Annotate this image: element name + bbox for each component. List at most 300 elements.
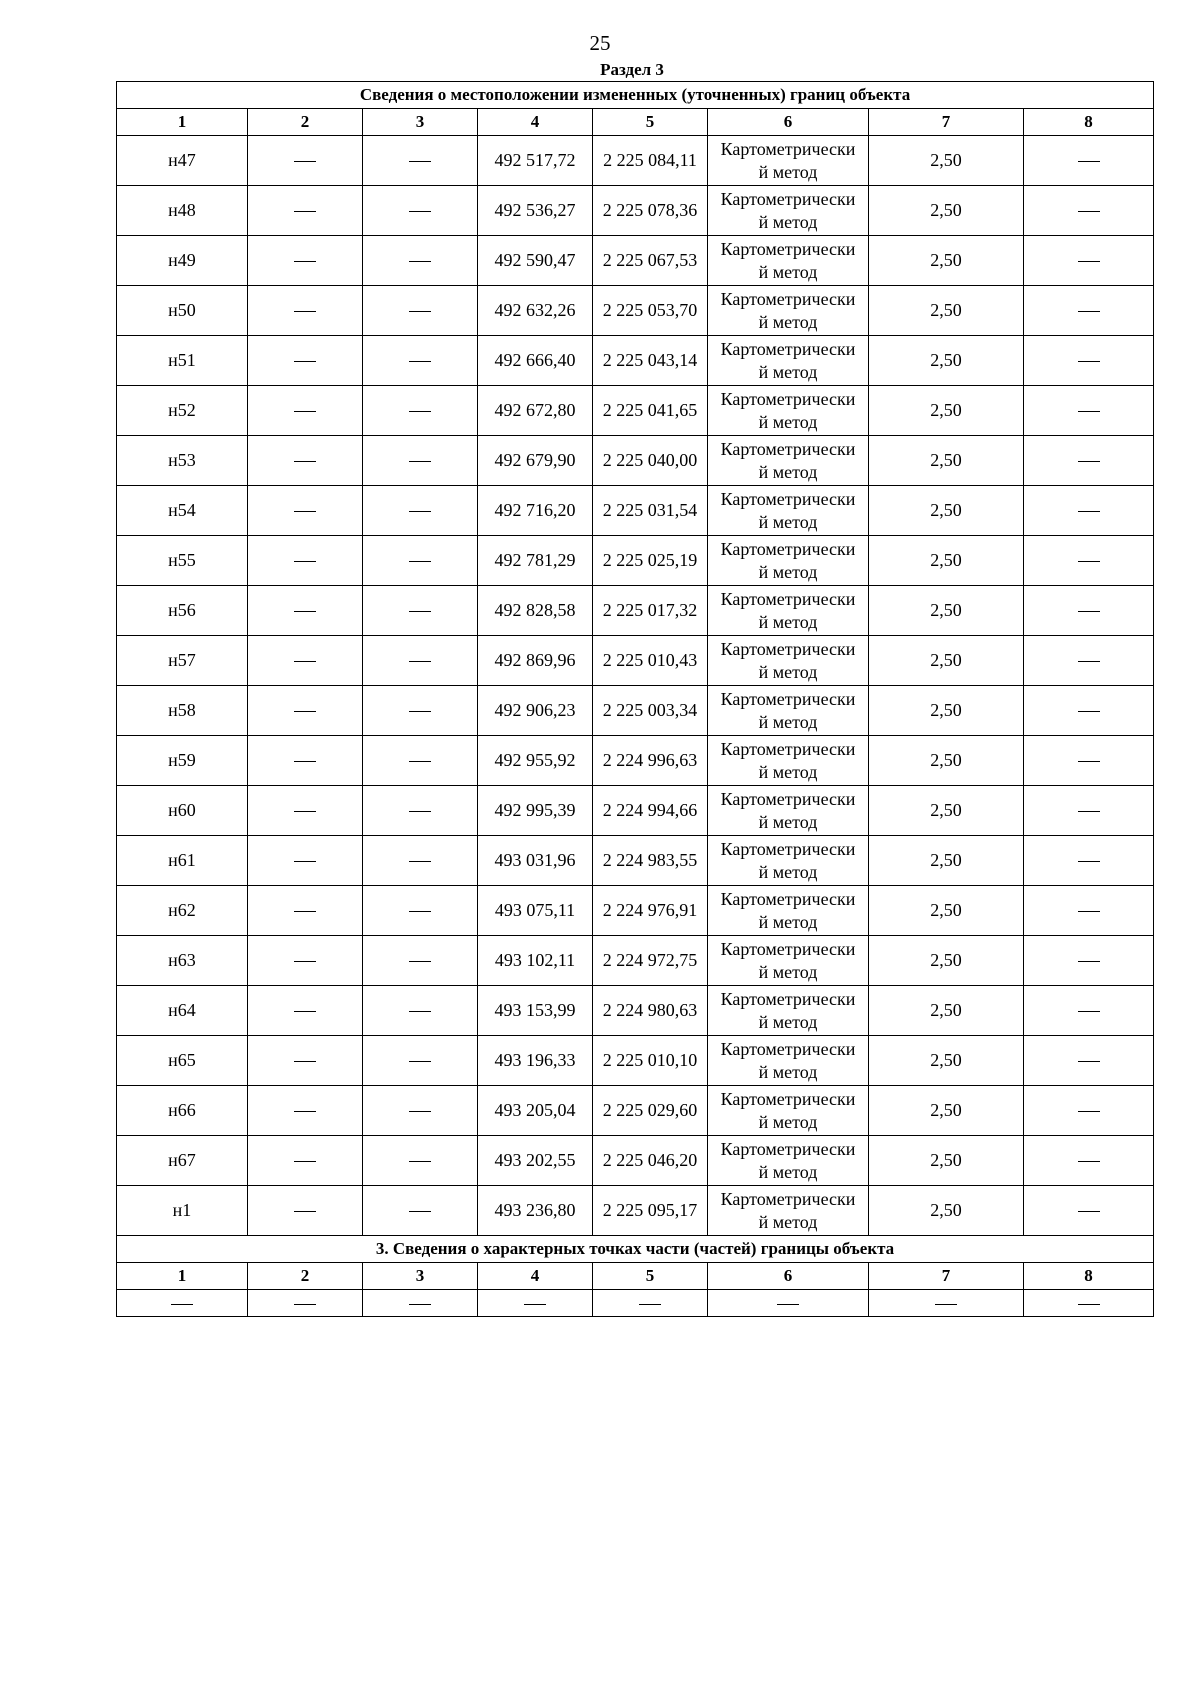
point-name-cell: н48 [117,186,248,236]
method-line: й метод [758,1061,818,1082]
coordinate-y-cell: 2 225 010,10 [593,1036,708,1086]
column-number: 3 [363,109,478,136]
method-line: й метод [758,561,818,582]
point-name-cell: н63 [117,936,248,986]
dash-mark [409,1161,431,1162]
coordinate-x-cell: 492 781,29 [478,536,593,586]
empty-value-cell [248,236,363,286]
coordinate-x-cell: 492 632,26 [478,286,593,336]
dash-mark [294,711,316,712]
accuracy-cell: 2,50 [869,386,1024,436]
method-line: Картометрически [720,688,856,709]
coordinate-x-cell: 492 666,40 [478,336,593,386]
dash-mark [777,1304,799,1305]
accuracy-cell: 2,50 [869,536,1024,586]
coordinate-x-cell: 492 672,80 [478,386,593,436]
empty-value-cell [248,736,363,786]
accuracy-cell: 2,50 [869,936,1024,986]
empty-value-cell [363,1086,478,1136]
method-cell [708,986,869,1036]
table-row [117,336,1154,386]
column-number: 5 [593,1263,708,1290]
dash-mark [409,411,431,412]
empty-value-cell [363,336,478,386]
method-cell [708,436,869,486]
empty-value-cell [1024,1290,1154,1317]
method-cell [708,186,869,236]
parts-caption: 3. Сведения о характерных точках части (частей) границы объекта [117,1236,1154,1263]
table-row [117,986,1154,1036]
point-name-cell: н47 [117,136,248,186]
dash-mark [1078,261,1100,262]
boundary-points-table [116,81,1154,1317]
method-line: Картометрически [720,838,856,859]
dash-mark [1078,561,1100,562]
point-name-cell: н51 [117,336,248,386]
method-line: й метод [758,1111,818,1132]
dash-mark [1078,411,1100,412]
accuracy-cell: 2,50 [869,736,1024,786]
empty-value-cell [363,986,478,1036]
dash-mark [294,911,316,912]
dash-mark [1078,1211,1100,1212]
table-row [117,586,1154,636]
coordinate-y-cell: 2 224 976,91 [593,886,708,936]
method-cell [708,336,869,386]
empty-value-cell [248,336,363,386]
accuracy-cell: 2,50 [869,336,1024,386]
coordinate-x-cell: 493 205,04 [478,1086,593,1136]
method-line: Картометрически [720,1088,856,1109]
table-row [117,536,1154,586]
dash-mark [1078,961,1100,962]
method-line: Картометрически [720,438,856,459]
empty-value-cell [363,886,478,936]
method-cell [708,1086,869,1136]
empty-value-cell [248,836,363,886]
dash-mark [935,1304,957,1305]
coordinate-y-cell: 2 225 040,00 [593,436,708,486]
method-line: Картометрически [720,288,856,309]
dash-mark [409,861,431,862]
column-number: 8 [1024,109,1154,136]
coordinate-x-cell: 492 716,20 [478,486,593,536]
dash-mark [294,761,316,762]
method-line: Картометрически [720,188,856,209]
method-line: Картометрически [720,338,856,359]
point-name-cell: н61 [117,836,248,886]
column-number: 4 [478,109,593,136]
dash-mark [294,261,316,262]
dash-mark [294,461,316,462]
dash-mark [409,961,431,962]
method-line: й метод [758,661,818,682]
empty-value-cell [248,636,363,686]
empty-value-cell [1024,1086,1154,1136]
accuracy-cell: 2,50 [869,186,1024,236]
empty-value-cell [1024,236,1154,286]
column-number: 2 [248,109,363,136]
dash-mark [409,811,431,812]
section-title: Раздел 3 [600,60,664,79]
method-line: й метод [758,711,818,732]
dash-mark [409,911,431,912]
empty-value-cell [363,736,478,786]
method-cell [708,786,869,836]
accuracy-cell: 2,50 [869,1186,1024,1236]
method-cell [708,486,869,536]
method-line: Картометрически [720,588,856,609]
table-row [117,636,1154,686]
empty-value-cell [248,136,363,186]
empty-value-cell [1024,136,1154,186]
dash-mark [294,211,316,212]
method-line: й метод [758,861,818,882]
dash-mark [639,1304,661,1305]
column-number: 8 [1024,1263,1154,1290]
empty-value-cell [248,1186,363,1236]
point-name-cell: н56 [117,586,248,636]
dash-mark [409,711,431,712]
column-number: 1 [117,109,248,136]
table-caption: Сведения о местоположении измененных (уточненных) границ объекта [117,82,1154,109]
point-name-cell: н54 [117,486,248,536]
dash-mark [1078,211,1100,212]
empty-value-cell [1024,386,1154,436]
coordinate-x-cell: 492 517,72 [478,136,593,186]
dash-mark [409,1304,431,1305]
coordinate-x-cell: 493 153,99 [478,986,593,1036]
empty-value-cell [363,1036,478,1086]
point-name-cell: н49 [117,236,248,286]
empty-value-cell [248,986,363,1036]
table-row [117,1186,1154,1236]
dash-mark [409,1011,431,1012]
accuracy-cell: 2,50 [869,586,1024,636]
dash-mark [409,261,431,262]
table-row [117,1086,1154,1136]
coordinate-x-cell: 492 906,23 [478,686,593,736]
table-row [117,686,1154,736]
dash-mark [294,511,316,512]
coordinate-x-cell: 492 679,90 [478,436,593,486]
table-row [117,1136,1154,1186]
point-name-cell: н67 [117,1136,248,1186]
coordinate-y-cell: 2 225 029,60 [593,1086,708,1136]
parts-column-numbers-row [117,1263,1154,1290]
dash-mark [294,661,316,662]
table-row [117,186,1154,236]
column-number: 5 [593,109,708,136]
empty-value-cell [1024,486,1154,536]
empty-value-cell [1024,1036,1154,1086]
point-name-cell: н1 [117,1186,248,1236]
method-line: й метод [758,761,818,782]
dash-mark [409,1111,431,1112]
accuracy-cell: 2,50 [869,436,1024,486]
method-line: й метод [758,461,818,482]
table-row [117,936,1154,986]
dash-mark [1078,1161,1100,1162]
empty-value-cell [1024,986,1154,1036]
empty-value-cell [363,1136,478,1186]
dash-mark [409,361,431,362]
empty-value-cell [248,436,363,486]
method-cell [708,886,869,936]
empty-value-cell [363,436,478,486]
dash-mark [409,461,431,462]
coordinate-x-cell: 492 590,47 [478,236,593,286]
empty-value-cell [1024,536,1154,586]
accuracy-cell: 2,50 [869,486,1024,536]
coordinate-x-cell: 492 869,96 [478,636,593,686]
empty-value-cell [363,1186,478,1236]
empty-value-cell [363,836,478,886]
coordinate-x-cell: 493 075,11 [478,886,593,936]
dash-mark [1078,1011,1100,1012]
coordinate-x-cell: 493 102,11 [478,936,593,986]
empty-value-cell [363,236,478,286]
method-line: Картометрически [720,938,856,959]
empty-value-cell [363,386,478,436]
accuracy-cell: 2,50 [869,1086,1024,1136]
empty-value-cell [248,686,363,736]
empty-value-cell [363,136,478,186]
point-name-cell: н57 [117,636,248,686]
accuracy-cell: 2,50 [869,286,1024,336]
method-line: й метод [758,1011,818,1032]
empty-value-cell [363,286,478,336]
method-line: Картометрически [720,988,856,1009]
coordinate-y-cell: 2 224 980,63 [593,986,708,1036]
point-name-cell: н55 [117,536,248,586]
empty-value-cell [248,936,363,986]
method-cell [708,1186,869,1236]
table-row [117,836,1154,886]
empty-value-cell [363,586,478,636]
method-cell [708,1136,869,1186]
dash-mark [1078,1061,1100,1062]
method-cell [708,586,869,636]
empty-value-cell [1024,636,1154,686]
method-line: Картометрически [720,888,856,909]
accuracy-cell: 2,50 [869,1036,1024,1086]
table-row [117,1036,1154,1086]
empty-value-cell [248,386,363,436]
coordinate-y-cell: 2 225 053,70 [593,286,708,336]
method-line: й метод [758,161,818,182]
page-number: 25 [589,31,611,55]
method-cell [708,386,869,436]
table-row [117,886,1154,936]
empty-value-cell [363,1290,478,1317]
dash-mark [409,661,431,662]
empty-value-cell [1024,736,1154,786]
empty-value-cell [248,1036,363,1086]
point-name-cell: н53 [117,436,248,486]
empty-value-cell [1024,436,1154,486]
dash-mark [294,161,316,162]
empty-value-cell [363,786,478,836]
empty-value-cell [363,636,478,686]
method-line: й метод [758,211,818,232]
dash-mark [294,961,316,962]
empty-value-cell [1024,186,1154,236]
method-line: Картометрически [720,788,856,809]
empty-value-cell [708,1290,869,1317]
dash-mark [1078,611,1100,612]
coordinate-y-cell: 2 224 972,75 [593,936,708,986]
empty-value-cell [248,1136,363,1186]
method-line: Картометрически [720,238,856,259]
coordinate-y-cell: 2 225 003,34 [593,686,708,736]
method-line: й метод [758,361,818,382]
column-numbers-row [117,109,1154,136]
point-name-cell: н64 [117,986,248,1036]
dash-mark [1078,711,1100,712]
method-line: й метод [758,411,818,432]
dash-mark [1078,461,1100,462]
method-line: Картометрически [720,538,856,559]
accuracy-cell: 2,50 [869,886,1024,936]
dash-mark [294,1111,316,1112]
coordinate-y-cell: 2 225 041,65 [593,386,708,436]
dash-mark [294,311,316,312]
method-cell [708,836,869,886]
empty-value-cell [593,1290,708,1317]
empty-value-cell [248,886,363,936]
method-line: й метод [758,1161,818,1182]
dash-mark [294,1161,316,1162]
empty-value-cell [1024,336,1154,386]
parts-caption-row [117,1236,1154,1263]
dash-mark [409,761,431,762]
method-line: й метод [758,911,818,932]
method-line: Картометрически [720,138,856,159]
coordinate-y-cell: 2 225 084,11 [593,136,708,186]
column-number: 7 [869,109,1024,136]
accuracy-cell: 2,50 [869,686,1024,736]
method-cell [708,1036,869,1086]
dash-mark [294,561,316,562]
method-line: й метод [758,511,818,532]
coordinate-y-cell: 2 224 994,66 [593,786,708,836]
dash-mark [1078,1111,1100,1112]
method-line: Картометрически [720,738,856,759]
dash-mark [1078,811,1100,812]
table-row [117,136,1154,186]
point-name-cell: н62 [117,886,248,936]
empty-value-cell [248,286,363,336]
dash-mark [1078,1304,1100,1305]
empty-value-cell [363,486,478,536]
coordinate-x-cell: 492 828,58 [478,586,593,636]
method-line: Картометрически [720,1138,856,1159]
method-line: й метод [758,311,818,332]
coordinate-x-cell: 492 955,92 [478,736,593,786]
dash-mark [294,361,316,362]
point-name-cell: н58 [117,686,248,736]
coordinate-y-cell: 2 225 067,53 [593,236,708,286]
column-number: 6 [708,109,869,136]
coordinate-y-cell: 2 225 025,19 [593,536,708,586]
empty-value-cell [363,686,478,736]
dash-mark [409,161,431,162]
empty-value-cell [248,1086,363,1136]
coordinate-x-cell: 493 196,33 [478,1036,593,1086]
method-cell [708,936,869,986]
dash-mark [294,861,316,862]
dash-mark [1078,761,1100,762]
table-row [117,786,1154,836]
dash-mark [294,811,316,812]
method-line: Картометрически [720,388,856,409]
empty-value-cell [248,586,363,636]
column-number: 6 [708,1263,869,1290]
dash-mark [1078,161,1100,162]
coordinate-y-cell: 2 225 078,36 [593,186,708,236]
empty-value-cell [363,936,478,986]
method-cell [708,236,869,286]
dash-mark [1078,861,1100,862]
table-row [117,1290,1154,1317]
dash-mark [409,561,431,562]
dash-mark [1078,911,1100,912]
dash-mark [524,1304,546,1305]
empty-value-cell [478,1290,593,1317]
dash-mark [294,1011,316,1012]
method-line: й метод [758,1211,818,1232]
method-line: Картометрически [720,1188,856,1209]
empty-value-cell [1024,286,1154,336]
table-row [117,486,1154,536]
table-row [117,286,1154,336]
dash-mark [294,611,316,612]
dash-mark [294,1304,316,1305]
empty-value-cell [248,486,363,536]
point-name-cell: н66 [117,1086,248,1136]
table-row [117,436,1154,486]
method-cell [708,736,869,786]
empty-value-cell [1024,786,1154,836]
coordinate-x-cell: 493 236,80 [478,1186,593,1236]
column-number: 1 [117,1263,248,1290]
coordinate-y-cell: 2 225 031,54 [593,486,708,536]
accuracy-cell: 2,50 [869,1136,1024,1186]
accuracy-cell: 2,50 [869,786,1024,836]
accuracy-cell: 2,50 [869,636,1024,686]
method-cell [708,136,869,186]
coordinate-y-cell: 2 225 095,17 [593,1186,708,1236]
empty-value-cell [1024,586,1154,636]
coordinate-y-cell: 2 225 046,20 [593,1136,708,1186]
method-line: й метод [758,611,818,632]
accuracy-cell: 2,50 [869,986,1024,1036]
point-name-cell: н52 [117,386,248,436]
coordinate-y-cell: 2 225 017,32 [593,586,708,636]
coordinate-x-cell: 492 536,27 [478,186,593,236]
method-line: й метод [758,811,818,832]
empty-value-cell [1024,936,1154,986]
empty-value-cell [248,536,363,586]
method-line: Картометрически [720,488,856,509]
dash-mark [1078,361,1100,362]
empty-value-cell [248,1290,363,1317]
dash-mark [409,511,431,512]
dash-mark [409,611,431,612]
dash-mark [409,311,431,312]
empty-value-cell [363,186,478,236]
